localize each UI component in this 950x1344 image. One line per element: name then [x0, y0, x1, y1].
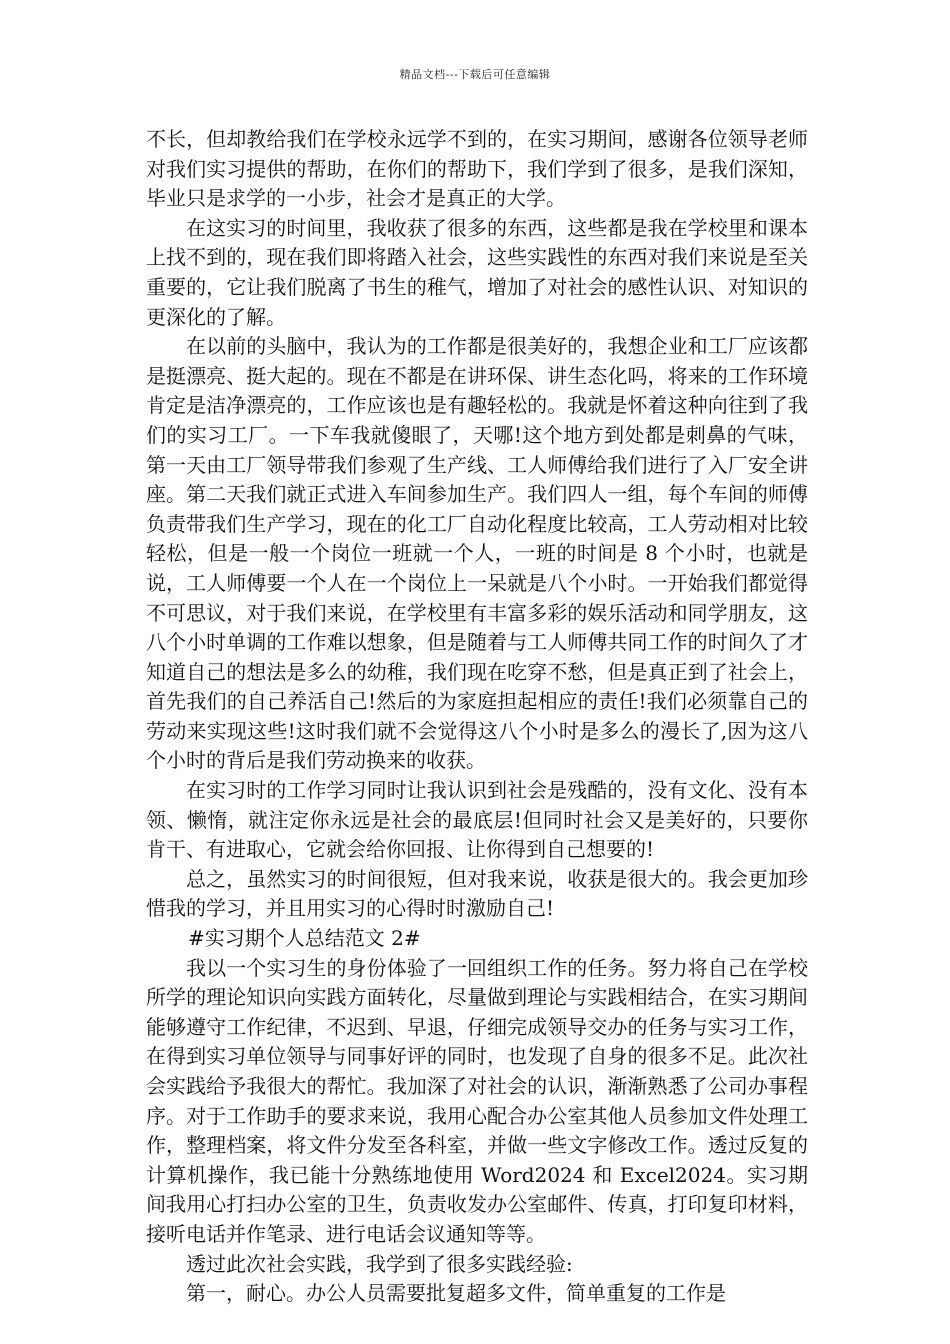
paragraph: 我以一个实习生的身份体验了一回组织工作的任务。努力将自己在学校所学的理论知识向实践方面转化，尽量做到理论与实践相结合，在实习期间能够遵守工作纪律，不迟到、早退，仔细完成领导交办的任务与实习工作，在得到实习单位领导与同事好评的同时，也发现了自身的很多不足。此次社会实践给予我很大的帮忙。我加深了对社会的认识，渐渐熟悉了公司办事程序。对于工作助手的要求来说，我用心配合办公室其他人员参加文件处理工作，整理档案，将文件分发至各科室，并做一些文字修改工作。透过反复的计算机操作，我已能十分熟练地使用 Word2024 和 Excel2024。实习期间我用心打扫办公室的卫生，负责收发办公室邮件、传真，打印复印材料，接听电话并作笔录、进行电话会议通知等等。	[146, 955, 808, 1246]
paragraph: 透过此次社会实践，我学到了很多实践经验:	[186, 1251, 573, 1276]
paragraph: 在这实习的时间里，我收获了很多的东西，这些都是我在学校里和课本上找不到的，现在我们即将踏入社会，这些实践性的东西对我们来说是至关重要的，它让我们脱离了书生的稚气，增加了对社会的感性认识、对知识的更深化的了解。	[146, 215, 808, 329]
page-header: 精品文档---下载后可任意编辑	[399, 68, 551, 81]
document-body	[146, 125, 808, 1309]
paragraph: 在实习时的工作学习同时让我认识到社会是残酷的，没有文化、没有本领、懒惰，就注定你永远是社会的最底层!但同时社会又是美好的，只要你肯干、有进取心，它就会给你回报、让你得到自己想要的!	[146, 778, 808, 862]
paragraph: 总之，虽然实习的时间很短，但对我来说，收获是很大的。我会更加珍惜我的学习，并且用实习的心得时时激励自己!	[146, 866, 808, 921]
paragraph-continuation: 不长，但却教给我们在学校永远学不到的，在实习期间，感谢各位领导老师对我们实习提供的帮助，在你们的帮助下，我们学到了很多，是我们深知，毕业只是求学的一小步，社会才是真正的大学。	[146, 127, 808, 211]
paragraph: 在以前的头脑中，我认为的工作都是很美好的，我想企业和工厂应该都是挺漂亮、挺大起的。现在不都是在讲环保、讲生态化吗，将来的工作环境肯定是洁净漂亮的，工作应该也是有趣轻松的。我就是怀着这种向往到了我们的实习工厂。一下车我就傻眼了，天哪!这个地方到处都是刺鼻的气味，第一天由工厂领导带我们参观了生产线、工人师傅给我们进行了入厂安全讲座。第二天我们就正式进入车间参加生产。我们四人一组，每个车间的师傅负责带我们生产学习，现在的化工厂自动化程度比较高，工人劳动相对比较轻松，但是一般一个岗位一班就一个人，一班的时间是 8 个小时，也就是说，工人师傅要一个人在一个岗位上一呆就是八个小时。一开始我们都觉得不可思议，对于我们来说，在学校里有丰富多彩的娱乐活动和同学朋友，这八个小时单调的工作难以想象，但是随着与工人师傅共同工作的时间久了才知道自己的想法是多么的幼稚，我们现在吃穿不愁，但是真正到了社会上，首先我们的自己养活自己!然后的为家庭担起相应的责任!我们必须靠自己的劳动来实现这些!这时我们就不会觉得这八个小时是多么的漫长了,因为这八个小时的背后是我们劳动换来的收获。	[146, 334, 808, 773]
section-heading: #实习期个人总结范文 2#	[188, 926, 421, 951]
paragraph: 第一，耐心。办公人员需要批复超多文件，简单重复的工作是	[186, 1281, 726, 1306]
